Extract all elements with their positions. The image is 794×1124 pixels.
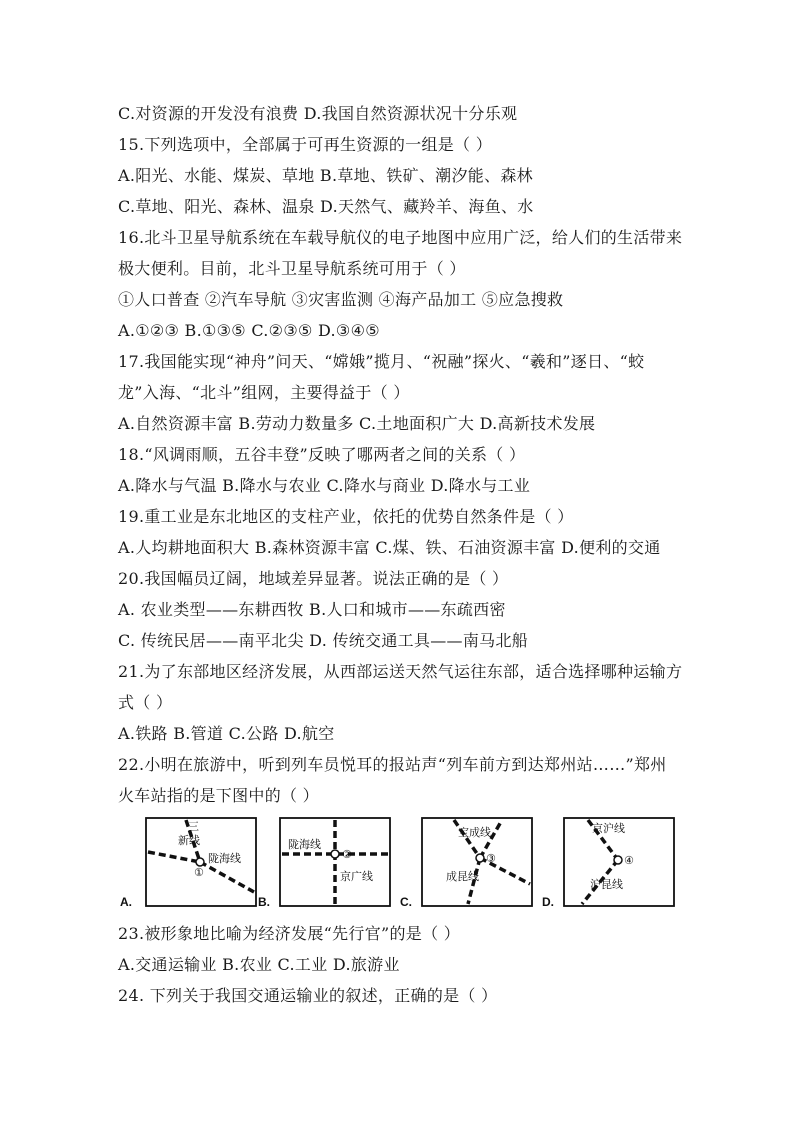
question-21-options: A.铁路 B.管道 C.公路 D.航空 (118, 724, 335, 743)
question-20-options-cd: C. 传统民居——南平北尖 D. 传统交通工具——南马北船 (118, 631, 529, 650)
panel-a-rail-2: 陇海线 (208, 853, 241, 865)
question-17-cont: 龙”入海、“北斗”组网，主要得益于（ ） (118, 383, 410, 402)
question-21-cont: 式（ ） (118, 693, 173, 712)
panel-b-rail-1: 陇海线 (288, 839, 321, 851)
panel-a-rail-1: 新线 (178, 835, 200, 847)
question-21: 21.为了东部地区经济发展，从西部运送天然气运往东部，适合选择哪种运输方 (118, 662, 683, 681)
question-20-options-ab: A. 农业类型——东耕西牧 B.人口和城市——东疏西密 (118, 600, 506, 619)
question-17-options: A.自然资源丰富 B.劳动力数量多 C.土地面积广大 D.高新技术发展 (118, 414, 596, 433)
option-a-label: A. (120, 895, 132, 909)
question-23: 23.被形象地比喻为经济发展“先行官”的是（ ） (118, 924, 461, 943)
panel-c-rail-1: 宝成线 (458, 827, 491, 839)
question-20: 20.我国幅员辽阔，地域差异显著。说法正确的是（ ） (118, 569, 509, 588)
question-16-cont: 极大便利。目前，北斗卫星导航系统可用于（ ） (118, 259, 466, 278)
panel-a (120, 818, 256, 909)
question-15-options-ab: A.阳光、水能、煤炭、草地 B.草地、铁矿、潮汐能、森林 (118, 166, 533, 185)
option-c-label: C. (400, 895, 412, 909)
panel-b-rail-2: 京广线 (340, 871, 373, 883)
panel-c-station: ③ (486, 853, 496, 865)
question-16-options: A.①②③ B.①③⑤ C.②③⑤ D.③④⑤ (118, 321, 380, 340)
question-19-options: A.人均耕地面积大 B.森林资源丰富 C.煤、铁、石油资源丰富 D.便利的交通 (118, 538, 661, 557)
panel-b-station: ② (342, 849, 352, 861)
panel-b (258, 818, 390, 909)
question-16: 16.北斗卫星导航系统在车载导航仪的电子地图中应用广泛，给人们的生活带来 (118, 228, 683, 247)
panel-d-rail-1: 京沪线 (592, 823, 625, 835)
panel-a-station: ① (194, 867, 204, 879)
panel-d (542, 818, 674, 909)
question-24: 24. 下列关于我国交通运输业的叙述，正确的是（ ） (118, 986, 498, 1005)
question-22-cont: 火车站指的是下图中的（ ） (118, 786, 319, 805)
panel-d-rail-2: 沪昆线 (590, 879, 623, 891)
option-d-label: D. (542, 895, 554, 909)
question-18: 18.“风调雨顺，五谷丰登”反映了哪两者之间的关系（ ） (118, 445, 526, 464)
panel-c (400, 818, 532, 909)
panel-c-rail-2: 成昆线 (446, 871, 479, 883)
railway-junction-figure (118, 814, 678, 914)
question-15-options-cd: C.草地、阳光、森林、温泉 D.天然气、藏羚羊、海鱼、水 (118, 197, 534, 216)
option-b-label: B. (258, 895, 270, 909)
question-15: 15.下列选项中，全部属于可再生资源的一组是（ ） (118, 135, 493, 154)
question-23-options: A.交通运输业 B.农业 C.工业 D.旅游业 (118, 955, 400, 974)
panel-d-station: ④ (624, 855, 634, 867)
panel-a-rail-1-part1: 三 (188, 821, 199, 833)
question-22: 22.小明在旅游中，听到列车员悦耳的报站声“列车前方到达郑州站……”郑州 (118, 755, 667, 774)
question-16-items: ①人口普查 ②汽车导航 ③灾害监测 ④海产品加工 ⑤应急搜救 (118, 290, 564, 309)
question-18-options: A.降水与气温 B.降水与农业 C.降水与商业 D.降水与工业 (118, 476, 531, 495)
question-17: 17.我国能实现“神舟”问天、“嫦娥”揽月、“祝融”探火、“羲和”逐日、“蛟 (118, 352, 645, 371)
text-line: C.对资源的开发没有浪费 D.我国自然资源状况十分乐观 (118, 104, 518, 123)
question-19: 19.重工业是东北地区的支柱产业，依托的优势自然条件是（ ） (118, 507, 574, 526)
